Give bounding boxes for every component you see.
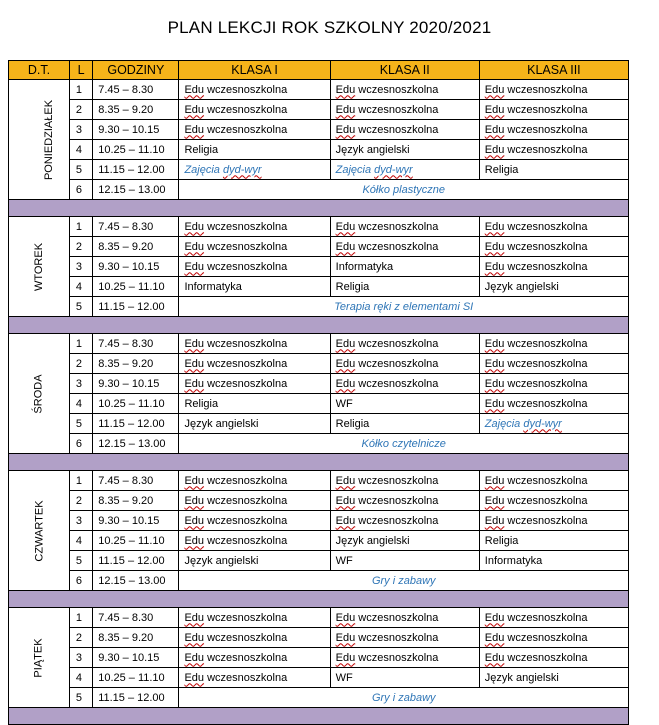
class-1-subject: Zajęcia dyd-wyr [179,160,330,180]
class-3-subject: Religia [479,531,628,551]
lesson-time: 8.35 – 9.20 [93,491,179,511]
header-row [9,61,629,80]
lesson-time: 9.30 – 10.15 [93,257,179,277]
lesson-time: 10.25 – 11.10 [93,394,179,414]
misspelling-marker: Edu [335,240,356,253]
misspelling-marker: Edu [484,357,505,370]
page-title: PLAN LEKCJI ROK SZKOLNY 2020/2021 [167,18,492,37]
class-3-subject: Edu wczesnoszkolna [479,120,628,140]
misspelling-marker: Edu [335,514,356,527]
misspelling-marker: Edu [484,143,505,156]
misspelling-marker: Edu [484,514,505,527]
separator-cell [9,454,629,471]
lesson-number: 6 [69,434,92,454]
misspelling-marker: Edu [484,494,505,507]
misspelling-marker: Edu [184,377,205,390]
misspelling-marker: Edu [484,651,505,664]
class-2-subject: Język angielski [330,140,479,160]
class-3-subject: Edu wczesnoszkolna [479,257,628,277]
class-3-subject: Religia [479,160,628,180]
misspelling-marker: Edu [484,474,505,487]
class-2-subject: WF [330,668,479,688]
lesson-number: 2 [69,354,92,374]
misspelling-marker: Edu [335,83,356,96]
lesson-time: 10.25 – 11.10 [93,531,179,551]
class-3-subject: Edu wczesnoszkolna [479,648,628,668]
table-row [9,100,629,120]
class-2-subject: Edu wczesnoszkolna [330,374,479,394]
table-row [9,277,629,297]
misspelling-marker: Edu [184,494,205,507]
lesson-time: 10.25 – 11.10 [93,668,179,688]
class-3-subject: Język angielski [479,277,628,297]
header-l: L [69,61,92,80]
class-3-subject: Edu wczesnoszkolna [479,394,628,414]
class-1-subject: Język angielski [179,551,330,571]
class-1-subject: Edu wczesnoszkolna [179,100,330,120]
lesson-number: 3 [69,120,92,140]
misspelling-marker: Edu [484,220,505,233]
class-1-subject: Edu wczesnoszkolna [179,648,330,668]
table-row [9,374,629,394]
misspelling-marker: Edu [484,377,505,390]
misspelling-marker: Edu [335,220,356,233]
class-2-subject: Edu wczesnoszkolna [330,491,479,511]
misspelling-marker: Edu [184,220,205,233]
class-2-subject: Edu wczesnoszkolna [330,217,479,237]
class-1-subject: Edu wczesnoszkolna [179,608,330,628]
class-2-subject: Edu wczesnoszkolna [330,120,479,140]
misspelling-marker: Edu [484,103,505,116]
misspelling-marker: Edu [184,240,205,253]
table-row [9,471,629,491]
class-3-subject: Zajęcia dyd-wyr [479,414,628,434]
class-1-subject: Informatyka [179,277,330,297]
lesson-number: 1 [69,334,92,354]
misspelling-marker: Edu [484,337,505,350]
table-row [9,608,629,628]
lesson-number: 4 [69,140,92,160]
day-cell [9,217,70,317]
lesson-time: 12.15 – 13.00 [93,180,179,200]
class-3-subject: Edu wczesnoszkolna [479,471,628,491]
table-row [9,414,629,434]
class-3-subject: Edu wczesnoszkolna [479,237,628,257]
table-row [9,120,629,140]
misspelling-marker: dyd-wyr [523,417,562,430]
misspelling-marker: Edu [484,631,505,644]
class-2-subject: WF [330,394,479,414]
lesson-time: 12.15 – 13.00 [93,434,179,454]
lesson-number: 5 [69,160,92,180]
table-row [9,688,629,708]
day-label: WTOREK [32,242,45,291]
class-1-subject: Edu wczesnoszkolna [179,237,330,257]
class-1-subject: Edu wczesnoszkolna [179,120,330,140]
class-3-subject: Edu wczesnoszkolna [479,608,628,628]
misspelling-marker: Edu [184,357,205,370]
misspelling-marker: Edu [184,651,205,664]
lesson-time: 9.30 – 10.15 [93,511,179,531]
table-row [9,511,629,531]
misspelling-marker: Edu [335,474,356,487]
lesson-time: 7.45 – 8.30 [93,80,179,100]
table-row [9,257,629,277]
class-3-subject: Edu wczesnoszkolna [479,140,628,160]
misspelling-marker: Edu [184,260,205,273]
misspelling-marker: Edu [184,337,205,350]
lesson-number: 3 [69,648,92,668]
class-2-subject: Zajęcia dyd-wyr [330,160,479,180]
table-row [9,140,629,160]
class-3-subject: Edu wczesnoszkolna [479,511,628,531]
lesson-number: 2 [69,237,92,257]
class-2-subject: Edu wczesnoszkolna [330,608,479,628]
lesson-number: 5 [69,297,92,317]
lesson-time: 8.35 – 9.20 [93,237,179,257]
lesson-time: 10.25 – 11.10 [93,277,179,297]
class-1-subject: Język angielski [179,414,330,434]
table-row [9,237,629,257]
lesson-number: 5 [69,688,92,708]
header-klasa-2: KLASA II [330,61,479,80]
class-3-subject: Język angielski [479,668,628,688]
class-3-subject: Edu wczesnoszkolna [479,354,628,374]
misspelling-marker: Edu [484,240,505,253]
table-row [9,491,629,511]
merged-activity: Gry i zabawy [179,571,629,591]
table-row [9,80,629,100]
lesson-time: 7.45 – 8.30 [93,217,179,237]
day-cell [9,334,70,454]
class-3-subject: Edu wczesnoszkolna [479,491,628,511]
class-3-subject: Edu wczesnoszkolna [479,100,628,120]
class-3-subject: Edu wczesnoszkolna [479,374,628,394]
misspelling-marker: Edu [184,671,205,684]
table-row [9,160,629,180]
day-label: PONIEDZIAŁEK [43,99,56,180]
lesson-time: 7.45 – 8.30 [93,608,179,628]
day-cell [9,608,70,708]
lesson-number: 1 [69,471,92,491]
lesson-time: 9.30 – 10.15 [93,120,179,140]
misspelling-marker: Edu [184,83,205,96]
class-2-subject: Edu wczesnoszkolna [330,100,479,120]
class-2-subject: Edu wczesnoszkolna [330,354,479,374]
day-separator [9,591,629,608]
lesson-number: 3 [69,374,92,394]
class-1-subject: Edu wczesnoszkolna [179,511,330,531]
class-2-subject: Edu wczesnoszkolna [330,80,479,100]
lesson-number: 1 [69,608,92,628]
lesson-time: 8.35 – 9.20 [93,100,179,120]
table-row [9,297,629,317]
misspelling-marker: Edu [335,123,356,136]
day-separator [9,708,629,725]
misspelling-marker: Edu [484,611,505,624]
class-2-subject: Edu wczesnoszkolna [330,648,479,668]
table-row [9,668,629,688]
lesson-time: 9.30 – 10.15 [93,648,179,668]
misspelling-marker: Edu [184,474,205,487]
day-cell [9,471,70,591]
lesson-number: 3 [69,511,92,531]
merged-activity: Kółko czytelnicze [179,434,629,454]
table-row [9,180,629,200]
table-row [9,571,629,591]
class-2-subject: Edu wczesnoszkolna [330,471,479,491]
day-label: CZWARTEK [33,499,46,562]
lesson-number: 2 [69,100,92,120]
class-1-subject: Edu wczesnoszkolna [179,354,330,374]
misspelling-marker: Edu [484,123,505,136]
misspelling-marker: Edu [335,494,356,507]
separator-cell [9,591,629,608]
class-1-subject: Edu wczesnoszkolna [179,80,330,100]
class-2-subject: Religia [330,277,479,297]
misspelling-marker: Edu [335,651,356,664]
class-2-subject: Edu wczesnoszkolna [330,334,479,354]
merged-activity: Gry i zabawy [179,688,629,708]
lesson-number: 1 [69,80,92,100]
table-row [9,354,629,374]
class-2-subject: Religia [330,414,479,434]
class-3-subject: Edu wczesnoszkolna [479,628,628,648]
lesson-time: 12.15 – 13.00 [93,571,179,591]
class-1-subject: Edu wczesnoszkolna [179,668,330,688]
class-1-subject: Edu wczesnoszkolna [179,491,330,511]
misspelling-marker: Edu [184,103,205,116]
class-1-subject: Edu wczesnoszkolna [179,374,330,394]
lesson-time: 10.25 – 11.10 [93,140,179,160]
class-3-subject: Edu wczesnoszkolna [479,80,628,100]
lesson-number: 2 [69,628,92,648]
day-separator [9,200,629,217]
header-klasa-1: KLASA I [179,61,330,80]
header-dt: D.T. [9,61,70,80]
lesson-time: 11.15 – 12.00 [93,414,179,434]
merged-activity: Terapia ręki z elementami SI [179,297,629,317]
day-separator [9,317,629,334]
class-2-subject: Edu wczesnoszkolna [330,237,479,257]
class-2-subject: Informatyka [330,257,479,277]
class-3-subject: Edu wczesnoszkolna [479,334,628,354]
lesson-number: 6 [69,571,92,591]
header-godziny: GODZINY [93,61,179,80]
misspelling-marker: Edu [335,103,356,116]
lesson-time: 11.15 – 12.00 [93,297,179,317]
misspelling-marker: Edu [335,377,356,390]
class-1-subject: Edu wczesnoszkolna [179,471,330,491]
lesson-time: 11.15 – 12.00 [93,688,179,708]
lesson-time: 8.35 – 9.20 [93,628,179,648]
misspelling-marker: Edu [184,631,205,644]
class-1-subject: Edu wczesnoszkolna [179,217,330,237]
misspelling-marker: dyd-wyr [374,163,413,176]
class-1-subject: Religia [179,140,330,160]
lesson-time: 9.30 – 10.15 [93,374,179,394]
day-label: PIĄTEK [32,637,45,678]
class-1-subject: Religia [179,394,330,414]
lesson-number: 4 [69,277,92,297]
misspelling-marker: Edu [335,357,356,370]
table-row [9,648,629,668]
lesson-number: 5 [69,414,92,434]
table-row [9,434,629,454]
separator-cell [9,317,629,334]
misspelling-marker: Edu [184,123,205,136]
class-1-subject: Edu wczesnoszkolna [179,257,330,277]
separator-cell [9,200,629,217]
class-1-subject: Edu wczesnoszkolna [179,628,330,648]
merged-activity: Kółko plastyczne [179,180,629,200]
lesson-number: 1 [69,217,92,237]
lesson-number: 4 [69,668,92,688]
class-2-subject: Język angielski [330,531,479,551]
misspelling-marker: Edu [184,514,205,527]
misspelling-marker: Edu [335,631,356,644]
lesson-number: 3 [69,257,92,277]
day-label: ŚRODA [32,373,45,414]
table-row [9,628,629,648]
misspelling-marker: Edu [184,611,205,624]
day-cell [9,80,70,200]
lesson-number: 6 [69,180,92,200]
schedule-body [9,80,629,725]
class-2-subject: WF [330,551,479,571]
class-2-subject: Edu wczesnoszkolna [330,511,479,531]
class-3-subject: Informatyka [479,551,628,571]
table-row [9,394,629,414]
misspelling-marker: Edu [484,83,505,96]
table-row [9,551,629,571]
lesson-number: 4 [69,394,92,414]
class-3-subject: Edu wczesnoszkolna [479,217,628,237]
lesson-number: 4 [69,531,92,551]
schedule-table [8,60,629,725]
lesson-number: 5 [69,551,92,571]
misspelling-marker: Edu [484,397,505,410]
lesson-time: 7.45 – 8.30 [93,471,179,491]
lesson-time: 7.45 – 8.30 [93,334,179,354]
misspelling-marker: dyd-wyr [222,163,262,176]
lesson-number: 2 [69,491,92,511]
class-1-subject: Edu wczesnoszkolna [179,334,330,354]
lesson-time: 11.15 – 12.00 [93,160,179,180]
header-klasa-3: KLASA III [479,61,628,80]
class-1-subject: Edu wczesnoszkolna [179,531,330,551]
separator-cell [9,708,629,725]
lesson-time: 8.35 – 9.20 [93,354,179,374]
table-row [9,334,629,354]
misspelling-marker: Edu [335,611,356,624]
table-row [9,217,629,237]
misspelling-marker: Edu [184,534,205,547]
misspelling-marker: Edu [335,337,356,350]
day-separator [9,454,629,471]
lesson-time: 11.15 – 12.00 [93,551,179,571]
misspelling-marker: Edu [484,260,505,273]
table-row [9,531,629,551]
class-2-subject: Edu wczesnoszkolna [330,628,479,648]
